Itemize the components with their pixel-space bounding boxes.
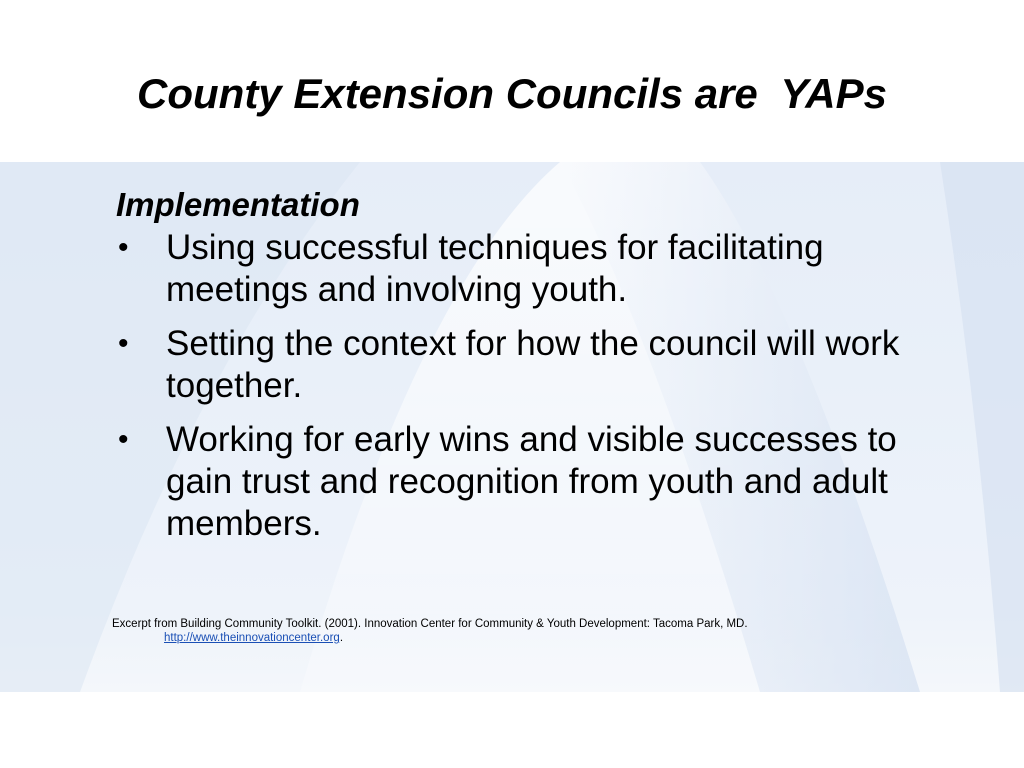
bullet-icon: • [118, 423, 129, 456]
citation-text: Excerpt from Building Community Toolkit. (2001). Innovation Center for Community & Youth Development: Tacoma Park, MD. [112, 618, 748, 630]
slide-title: County Extension Councils are YAPs [137, 70, 887, 117]
citation-footnote [112, 617, 912, 645]
bullet-icon: • [118, 231, 129, 264]
bullet-list [116, 227, 976, 545]
content-area [116, 183, 976, 557]
bullet-text: Setting the context for how the council will work together. [166, 324, 900, 405]
bullet-item [116, 323, 966, 407]
bullet-text: Using successful techniques for facilitating meetings and involving youth. [166, 228, 824, 309]
section-heading: Implementation [116, 186, 360, 223]
bullet-icon: • [118, 327, 129, 360]
citation-link[interactable]: http://www.theinnovationcenter.org [164, 632, 340, 644]
citation-link-line [112, 631, 912, 645]
bullet-text: Working for early wins and visible successes to gain trust and recognition from youth and adult members. [166, 420, 897, 543]
citation-period: . [339, 632, 344, 644]
bullet-item [116, 227, 966, 311]
bullet-item [116, 419, 966, 545]
